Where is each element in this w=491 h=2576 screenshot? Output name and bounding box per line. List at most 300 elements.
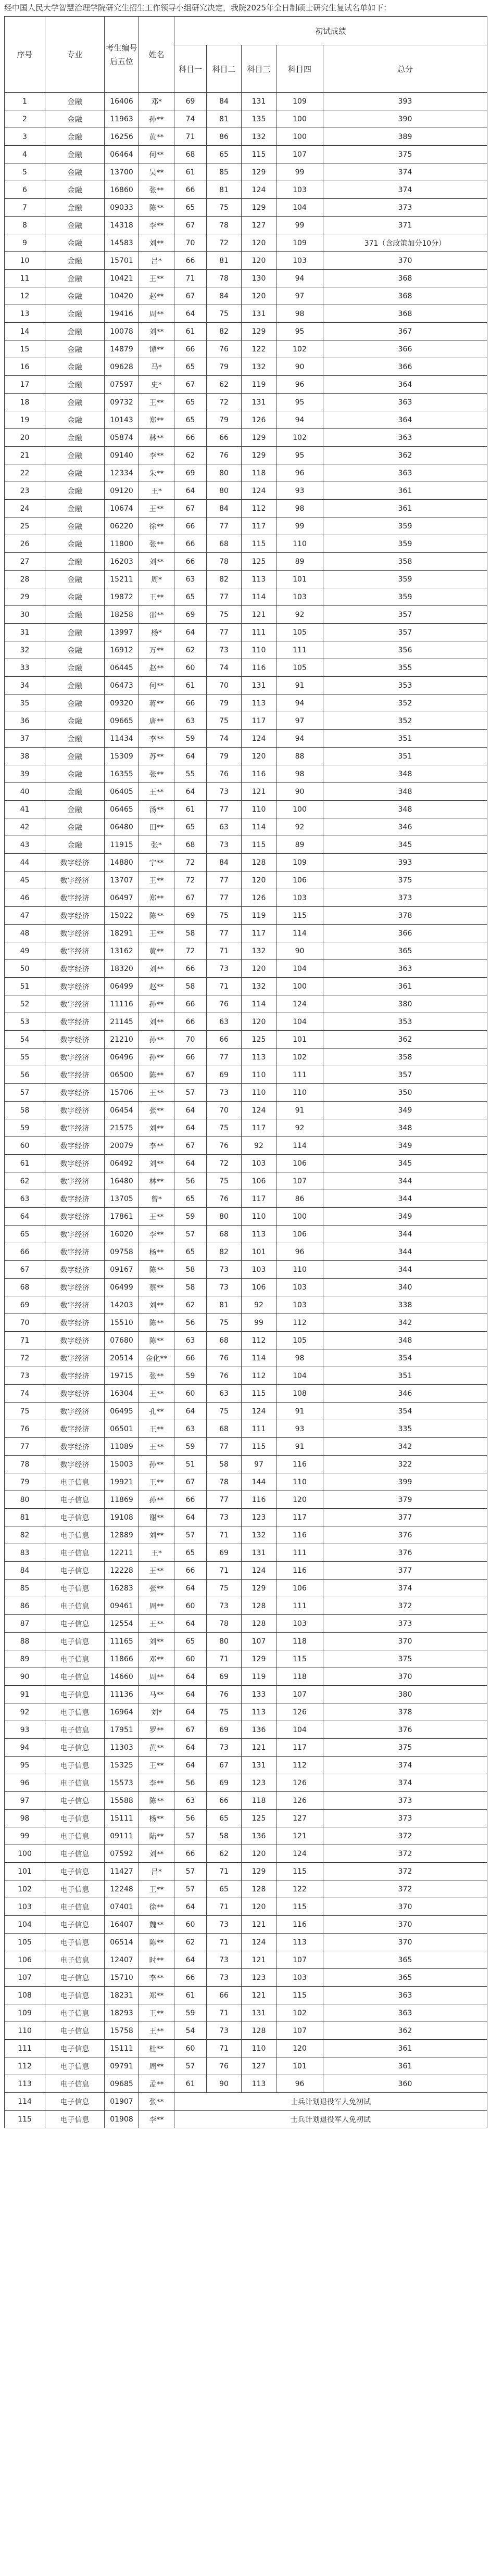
- cell-major: 电子信息: [45, 1827, 105, 1845]
- cell-total: 363: [323, 394, 487, 411]
- cell-subject-2: 80: [207, 482, 242, 500]
- table-row: [5, 677, 487, 694]
- cell-name: 王**: [139, 1208, 174, 1226]
- cell-total: 370: [323, 1668, 487, 1686]
- cell-subject-3: 111: [242, 1420, 276, 1438]
- cell-seq: 15: [5, 340, 45, 358]
- cell-subject-4: 116: [276, 1526, 323, 1544]
- cell-subject-1: 59: [174, 730, 207, 748]
- cell-subject-3: 119: [242, 907, 276, 925]
- cell-subject-2: 62: [207, 376, 242, 394]
- cell-subject-1: 66: [174, 553, 207, 571]
- table-row: [5, 1580, 487, 1597]
- cell-subject-4: 95: [276, 394, 323, 411]
- cell-subject-3: 129: [242, 199, 276, 217]
- cell-subject-2: 77: [207, 588, 242, 606]
- cell-seq: 64: [5, 1208, 45, 1226]
- table-row: [5, 1668, 487, 1686]
- cell-total: 352: [323, 694, 487, 712]
- table-row: [5, 340, 487, 358]
- cell-total: 375: [323, 1739, 487, 1757]
- cell-exam-no: 20514: [105, 1349, 139, 1367]
- cell-subject-3: 110: [242, 641, 276, 659]
- table-row: [5, 1987, 487, 2004]
- cell-major: 电子信息: [45, 1721, 105, 1739]
- cell-subject-2: 75: [207, 1580, 242, 1597]
- cell-subject-4: 115: [276, 907, 323, 925]
- cell-seq: 9: [5, 234, 45, 252]
- cell-subject-2: 70: [207, 1102, 242, 1119]
- cell-subject-4: 95: [276, 447, 323, 464]
- cell-subject-1: 59: [174, 1208, 207, 1226]
- cell-major: 金融: [45, 252, 105, 270]
- cell-subject-3: 129: [242, 323, 276, 340]
- table-row: [5, 694, 487, 712]
- cell-subject-3: 106: [242, 1279, 276, 1296]
- cell-subject-1: 59: [174, 1438, 207, 1456]
- cell-exam-no: 10143: [105, 411, 139, 429]
- table-row: [5, 199, 487, 217]
- cell-total: 338: [323, 1296, 487, 1314]
- cell-exam-no: 06454: [105, 1102, 139, 1119]
- table-row: [5, 960, 487, 978]
- cell-subject-4: 107: [276, 146, 323, 163]
- cell-subject-1: 66: [174, 1491, 207, 1509]
- cell-subject-2: 78: [207, 553, 242, 571]
- table-row: [5, 1934, 487, 1951]
- cell-total: 363: [323, 960, 487, 978]
- cell-subject-4: 103: [276, 181, 323, 199]
- cell-name: 周**: [139, 1668, 174, 1686]
- cell-name: 黄**: [139, 128, 174, 146]
- table-row: [5, 1172, 487, 1190]
- cell-seq: 90: [5, 1668, 45, 1686]
- cell-seq: 24: [5, 500, 45, 517]
- cell-name: 陈**: [139, 1332, 174, 1349]
- table-row-exempt: [5, 2111, 487, 2128]
- cell-subject-4: 115: [276, 1898, 323, 1916]
- cell-total: 348: [323, 1332, 487, 1349]
- cell-major: 金融: [45, 128, 105, 146]
- cell-major: 金融: [45, 836, 105, 854]
- cell-subject-4: 109: [276, 93, 323, 110]
- cell-major: 电子信息: [45, 1703, 105, 1721]
- cell-exam-no: 18293: [105, 2004, 139, 2022]
- cell-name: 孙**: [139, 995, 174, 1013]
- cell-subject-3: 131: [242, 394, 276, 411]
- cell-subject-4: 122: [276, 1880, 323, 1898]
- cell-name: 王**: [139, 588, 174, 606]
- cell-subject-1: 56: [174, 1172, 207, 1190]
- cell-subject-2: 71: [207, 942, 242, 960]
- cell-name: 林**: [139, 429, 174, 447]
- cell-subject-2: 65: [207, 1810, 242, 1827]
- cell-subject-2: 73: [207, 1084, 242, 1102]
- cell-subject-3: 120: [242, 872, 276, 889]
- cell-name: 张**: [139, 2093, 174, 2111]
- cell-subject-3: 121: [242, 1739, 276, 1757]
- cell-major: 数字经济: [45, 1367, 105, 1385]
- cell-name: 罗**: [139, 1721, 174, 1739]
- cell-subject-3: 132: [242, 1526, 276, 1544]
- table-row: [5, 287, 487, 305]
- cell-exam-no: 06473: [105, 677, 139, 694]
- cell-name: 赵**: [139, 287, 174, 305]
- cell-subject-3: 112: [242, 1332, 276, 1349]
- cell-exam-no: 21210: [105, 1031, 139, 1049]
- cell-subject-4: 104: [276, 1013, 323, 1031]
- cell-exam-no: 15111: [105, 1810, 139, 1827]
- header-preliminary-scores: 初试成绩: [174, 17, 487, 45]
- cell-total: 348: [323, 765, 487, 783]
- cell-major: 电子信息: [45, 1757, 105, 1774]
- cell-seq: 114: [5, 2093, 45, 2111]
- cell-subject-4: 113: [276, 1934, 323, 1951]
- cell-subject-1: 57: [174, 1526, 207, 1544]
- cell-subject-1: 60: [174, 1597, 207, 1615]
- cell-exam-no: 15309: [105, 748, 139, 765]
- cell-subject-4: 105: [276, 624, 323, 641]
- cell-subject-1: 63: [174, 571, 207, 588]
- cell-major: 电子信息: [45, 1898, 105, 1916]
- cell-name: 孙**: [139, 1049, 174, 1066]
- cell-subject-1: 64: [174, 1951, 207, 1969]
- cell-total: 362: [323, 1031, 487, 1049]
- cell-subject-3: 120: [242, 234, 276, 252]
- cell-subject-3: 120: [242, 1898, 276, 1916]
- cell-exam-no: 09685: [105, 2075, 139, 2093]
- cell-subject-4: 90: [276, 783, 323, 801]
- cell-exam-no: 15588: [105, 1792, 139, 1810]
- cell-exam-no: 13700: [105, 163, 139, 181]
- cell-subject-1: 57: [174, 1084, 207, 1102]
- table-row: [5, 925, 487, 942]
- cell-major: 金融: [45, 323, 105, 340]
- cell-subject-4: 94: [276, 730, 323, 748]
- cell-name: 黄**: [139, 1739, 174, 1757]
- cell-total: 358: [323, 1049, 487, 1066]
- cell-seq: 25: [5, 517, 45, 535]
- cell-name: 邓**: [139, 1650, 174, 1668]
- cell-subject-2: 58: [207, 1456, 242, 1473]
- cell-subject-1: 65: [174, 1190, 207, 1208]
- cell-seq: 60: [5, 1137, 45, 1155]
- cell-total: 366: [323, 340, 487, 358]
- cell-subject-2: 71: [207, 978, 242, 995]
- cell-total: 375: [323, 1650, 487, 1668]
- cell-subject-2: 63: [207, 1385, 242, 1403]
- cell-seq: 76: [5, 1420, 45, 1438]
- cell-exam-no: 20079: [105, 1137, 139, 1155]
- table-row: [5, 1314, 487, 1332]
- cell-total: 361: [323, 2040, 487, 2057]
- cell-subject-3: 133: [242, 1686, 276, 1703]
- cell-major: 金融: [45, 447, 105, 464]
- cell-seq: 62: [5, 1172, 45, 1190]
- cell-total: 373: [323, 1792, 487, 1810]
- cell-subject-2: 78: [207, 217, 242, 234]
- cell-exam-no: 11869: [105, 1491, 139, 1509]
- cell-subject-1: 63: [174, 1792, 207, 1810]
- cell-subject-2: 76: [207, 2057, 242, 2075]
- cell-total: 340: [323, 1279, 487, 1296]
- cell-subject-4: 111: [276, 641, 323, 659]
- table-row: [5, 854, 487, 872]
- cell-subject-2: 58: [207, 1827, 242, 1845]
- cell-subject-3: 106: [242, 1172, 276, 1190]
- cell-subject-1: 67: [174, 500, 207, 517]
- cell-total: 370: [323, 252, 487, 270]
- table-row: [5, 2057, 487, 2075]
- cell-exam-no: 09120: [105, 482, 139, 500]
- cell-subject-3: 120: [242, 252, 276, 270]
- cell-exam-no: 10674: [105, 500, 139, 517]
- cell-total: 366: [323, 358, 487, 376]
- cell-subject-2: 73: [207, 836, 242, 854]
- cell-subject-4: 118: [276, 1668, 323, 1686]
- cell-subject-2: 73: [207, 960, 242, 978]
- table-row: [5, 1916, 487, 1934]
- cell-exam-no: 07597: [105, 376, 139, 394]
- cell-exam-no: 06496: [105, 1049, 139, 1066]
- cell-subject-2: 76: [207, 995, 242, 1013]
- cell-total: 368: [323, 305, 487, 323]
- cell-exam-no: 13707: [105, 872, 139, 889]
- cell-major: 电子信息: [45, 1562, 105, 1580]
- cell-major: 数字经济: [45, 1137, 105, 1155]
- cell-seq: 99: [5, 1827, 45, 1845]
- cell-subject-1: 66: [174, 181, 207, 199]
- cell-exam-no: 14583: [105, 234, 139, 252]
- cell-exam-no: 10420: [105, 287, 139, 305]
- cell-subject-1: 66: [174, 694, 207, 712]
- cell-major: 电子信息: [45, 1580, 105, 1597]
- cell-total: 390: [323, 110, 487, 128]
- cell-major: 数字经济: [45, 1172, 105, 1190]
- cell-subject-2: 62: [207, 1845, 242, 1863]
- cell-total: 393: [323, 93, 487, 110]
- cell-seq: 74: [5, 1385, 45, 1403]
- cell-subject-4: 106: [276, 1226, 323, 1243]
- cell-total: 322: [323, 1456, 487, 1473]
- cell-seq: 53: [5, 1013, 45, 1031]
- cell-exam-no: 06464: [105, 146, 139, 163]
- cell-subject-2: 77: [207, 624, 242, 641]
- cell-exam-no: 16203: [105, 553, 139, 571]
- cell-subject-2: 73: [207, 2022, 242, 2040]
- cell-subject-4: 103: [276, 1296, 323, 1314]
- cell-name: 刘**: [139, 1296, 174, 1314]
- cell-name: 吴**: [139, 163, 174, 181]
- table-row: [5, 2075, 487, 2093]
- cell-major: 电子信息: [45, 1951, 105, 1969]
- cell-subject-4: 116: [276, 1562, 323, 1580]
- cell-name: 王**: [139, 2022, 174, 2040]
- cell-major: 金融: [45, 553, 105, 571]
- cell-subject-2: 73: [207, 1969, 242, 1987]
- cell-subject-1: 64: [174, 1119, 207, 1137]
- cell-total: 370: [323, 1916, 487, 1934]
- cell-total: 359: [323, 535, 487, 553]
- table-row: [5, 1438, 487, 1456]
- cell-subject-1: 64: [174, 1703, 207, 1721]
- cell-subject-3: 129: [242, 447, 276, 464]
- cell-total: 373: [323, 1615, 487, 1633]
- cell-subject-3: 126: [242, 411, 276, 429]
- table-row: [5, 163, 487, 181]
- cell-subject-3: 124: [242, 482, 276, 500]
- cell-exam-no: 06499: [105, 978, 139, 995]
- cell-name: 李**: [139, 1137, 174, 1155]
- cell-total: 380: [323, 995, 487, 1013]
- cell-subject-2: 84: [207, 500, 242, 517]
- cell-total: 374: [323, 181, 487, 199]
- cell-subject-2: 77: [207, 1491, 242, 1509]
- table-row: [5, 517, 487, 535]
- cell-name: 刘**: [139, 1526, 174, 1544]
- cell-name: 孙**: [139, 1031, 174, 1049]
- cell-major: 数字经济: [45, 995, 105, 1013]
- cell-total: 380: [323, 1686, 487, 1703]
- cell-subject-4: 94: [276, 694, 323, 712]
- cell-name: 魏**: [139, 1916, 174, 1934]
- cell-subject-2: 65: [207, 1880, 242, 1898]
- cell-subject-2: 80: [207, 1633, 242, 1650]
- cell-subject-1: 69: [174, 606, 207, 624]
- cell-name: 王*: [139, 1544, 174, 1562]
- table-row: [5, 535, 487, 553]
- cell-subject-3: 113: [242, 571, 276, 588]
- cell-name: 王**: [139, 1438, 174, 1456]
- cell-subject-4: 101: [276, 2057, 323, 2075]
- cell-exam-no: 16860: [105, 181, 139, 199]
- cell-subject-1: 66: [174, 995, 207, 1013]
- cell-major: 电子信息: [45, 2040, 105, 2057]
- cell-subject-4: 91: [276, 1403, 323, 1420]
- cell-exam-no: 13997: [105, 624, 139, 641]
- cell-exam-no: 11427: [105, 1863, 139, 1880]
- cell-total: 354: [323, 1349, 487, 1367]
- cell-subject-1: 68: [174, 836, 207, 854]
- cell-subject-4: 91: [276, 677, 323, 694]
- cell-exam-no: 12554: [105, 1615, 139, 1633]
- cell-name: 陈**: [139, 1066, 174, 1084]
- cell-subject-3: 103: [242, 1261, 276, 1279]
- cell-subject-4: 104: [276, 1367, 323, 1385]
- cell-seq: 59: [5, 1119, 45, 1137]
- cell-seq: 95: [5, 1757, 45, 1774]
- cell-total: 375: [323, 872, 487, 889]
- cell-subject-1: 59: [174, 2004, 207, 2022]
- cell-exam-no: 12211: [105, 1544, 139, 1562]
- cell-name: 何**: [139, 677, 174, 694]
- cell-subject-4: 109: [276, 854, 323, 872]
- table-row: [5, 1137, 487, 1155]
- cell-subject-3: 117: [242, 712, 276, 730]
- cell-subject-4: 116: [276, 1456, 323, 1473]
- cell-subject-1: 66: [174, 1845, 207, 1863]
- table-row: [5, 1013, 487, 1031]
- cell-subject-1: 57: [174, 1880, 207, 1898]
- cell-subject-4: 120: [276, 2040, 323, 2057]
- cell-exam-no: 06497: [105, 889, 139, 907]
- cell-major: 金融: [45, 163, 105, 181]
- cell-major: 金融: [45, 712, 105, 730]
- cell-seq: 10: [5, 252, 45, 270]
- table-row: [5, 1509, 487, 1526]
- cell-subject-1: 66: [174, 1049, 207, 1066]
- cell-total: 350: [323, 1084, 487, 1102]
- cell-subject-3: 110: [242, 1084, 276, 1102]
- cell-subject-3: 99: [242, 1314, 276, 1332]
- cell-exam-no: 06405: [105, 783, 139, 801]
- cell-exam-no: 17861: [105, 1208, 139, 1226]
- cell-subject-3: 101: [242, 1243, 276, 1261]
- cell-subject-3: 113: [242, 2075, 276, 2093]
- cell-name: 金化**: [139, 1349, 174, 1367]
- cell-exam-no: 12228: [105, 1562, 139, 1580]
- cell-exam-no: 11303: [105, 1739, 139, 1757]
- cell-seq: 33: [5, 659, 45, 677]
- cell-name: 马**: [139, 1686, 174, 1703]
- cell-subject-2: 81: [207, 1296, 242, 1314]
- cell-seq: 96: [5, 1774, 45, 1792]
- cell-exam-no: 15211: [105, 571, 139, 588]
- cell-subject-2: 73: [207, 1951, 242, 1969]
- cell-seq: 21: [5, 447, 45, 464]
- cell-subject-1: 66: [174, 340, 207, 358]
- cell-subject-4: 100: [276, 801, 323, 818]
- cell-total: 377: [323, 1509, 487, 1526]
- cell-subject-4: 110: [276, 1473, 323, 1491]
- cell-exam-no: 06514: [105, 1934, 139, 1951]
- cell-subject-2: 73: [207, 1916, 242, 1934]
- cell-subject-2: 76: [207, 1367, 242, 1385]
- cell-seq: 68: [5, 1279, 45, 1296]
- cell-subject-1: 58: [174, 1261, 207, 1279]
- cell-seq: 50: [5, 960, 45, 978]
- cell-subject-4: 101: [276, 1031, 323, 1049]
- cell-exam-no: 11136: [105, 1686, 139, 1703]
- cell-total: 362: [323, 447, 487, 464]
- cell-subject-3: 114: [242, 1349, 276, 1367]
- cell-subject-1: 54: [174, 2022, 207, 2040]
- cell-subject-4: 106: [276, 872, 323, 889]
- admission-table-wrapper: [4, 16, 487, 2128]
- table-row: [5, 1119, 487, 1137]
- cell-exam-no: 11866: [105, 1650, 139, 1668]
- cell-name: 苏**: [139, 748, 174, 765]
- cell-seq: 14: [5, 323, 45, 340]
- cell-subject-4: 100: [276, 110, 323, 128]
- cell-subject-1: 66: [174, 535, 207, 553]
- cell-major: 数字经济: [45, 1190, 105, 1208]
- cell-subject-3: 130: [242, 270, 276, 287]
- cell-seq: 81: [5, 1509, 45, 1526]
- cell-subject-1: 58: [174, 1279, 207, 1296]
- cell-subject-4: 114: [276, 1137, 323, 1155]
- cell-subject-4: 111: [276, 1066, 323, 1084]
- cell-major: 金融: [45, 376, 105, 394]
- table-row: [5, 270, 487, 287]
- cell-subject-1: 67: [174, 287, 207, 305]
- cell-seq: 12: [5, 287, 45, 305]
- table-row: [5, 942, 487, 960]
- cell-exam-no: 09167: [105, 1261, 139, 1279]
- cell-major: 电子信息: [45, 1544, 105, 1562]
- cell-subject-3: 110: [242, 801, 276, 818]
- cell-subject-3: 117: [242, 1190, 276, 1208]
